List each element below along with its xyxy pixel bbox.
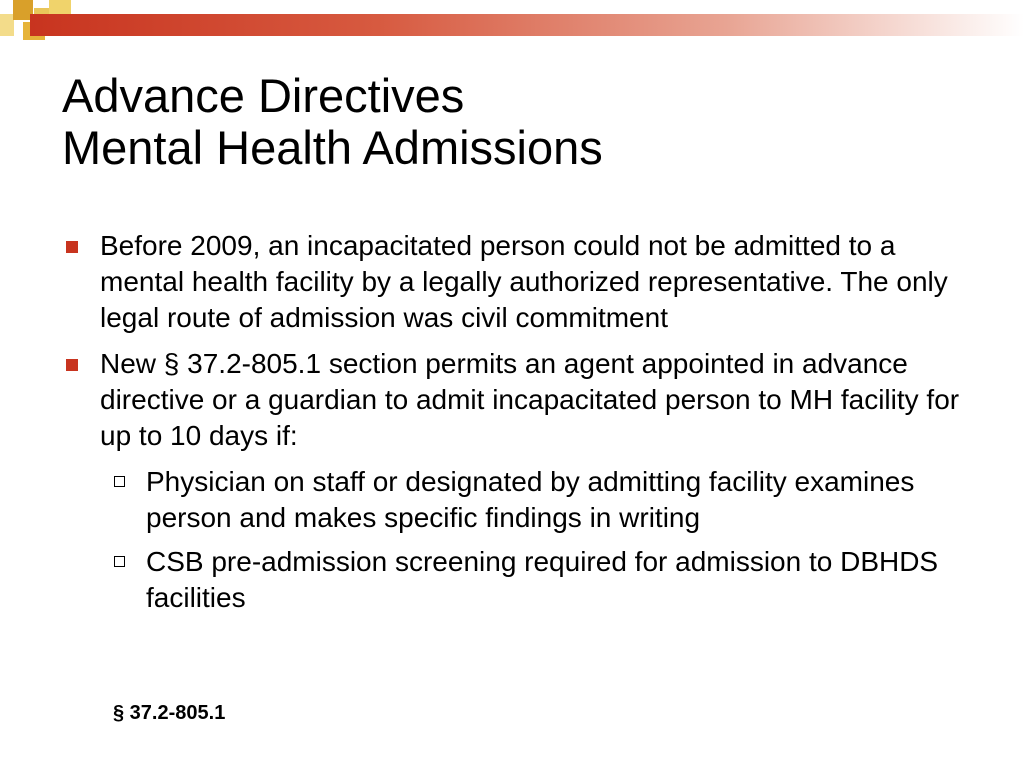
bullet-text: Before 2009, an incapacitated person could not be admitted to a mental health facility by a legally authorized representative. The only legal route of admission was civil commitment (100, 230, 948, 333)
filled-square-bullet-icon (66, 359, 78, 371)
hollow-square-bullet-icon (114, 476, 125, 487)
filled-square-bullet-icon (66, 241, 78, 253)
bullet-text: New § 37.2-805.1 section permits an agent appointed in advance directive or a guardian to admit incapacitated person to MH facility for up to 10 days if: (100, 348, 960, 451)
sub-bullet-item (62, 464, 962, 536)
title-line-1: Advance Directives (62, 69, 465, 122)
decor-square (0, 14, 14, 36)
sub-bullet-text: Physician on staff or designated by admitting facility examines person and makes specific findings in writing (146, 466, 915, 533)
hollow-square-bullet-icon (114, 556, 125, 567)
bullet-item (62, 228, 962, 336)
slide-title (62, 70, 962, 174)
title-line-2: Mental Health Admissions (62, 121, 603, 174)
bullet-list (62, 228, 962, 624)
top-gradient-banner (30, 14, 1024, 36)
sub-bullet-item (62, 544, 962, 616)
bullet-item (62, 346, 962, 454)
sub-bullet-text: CSB pre-admission screening required for admission to DBHDS facilities (146, 546, 939, 613)
statute-reference: § 37.2-805.1 (113, 702, 226, 724)
